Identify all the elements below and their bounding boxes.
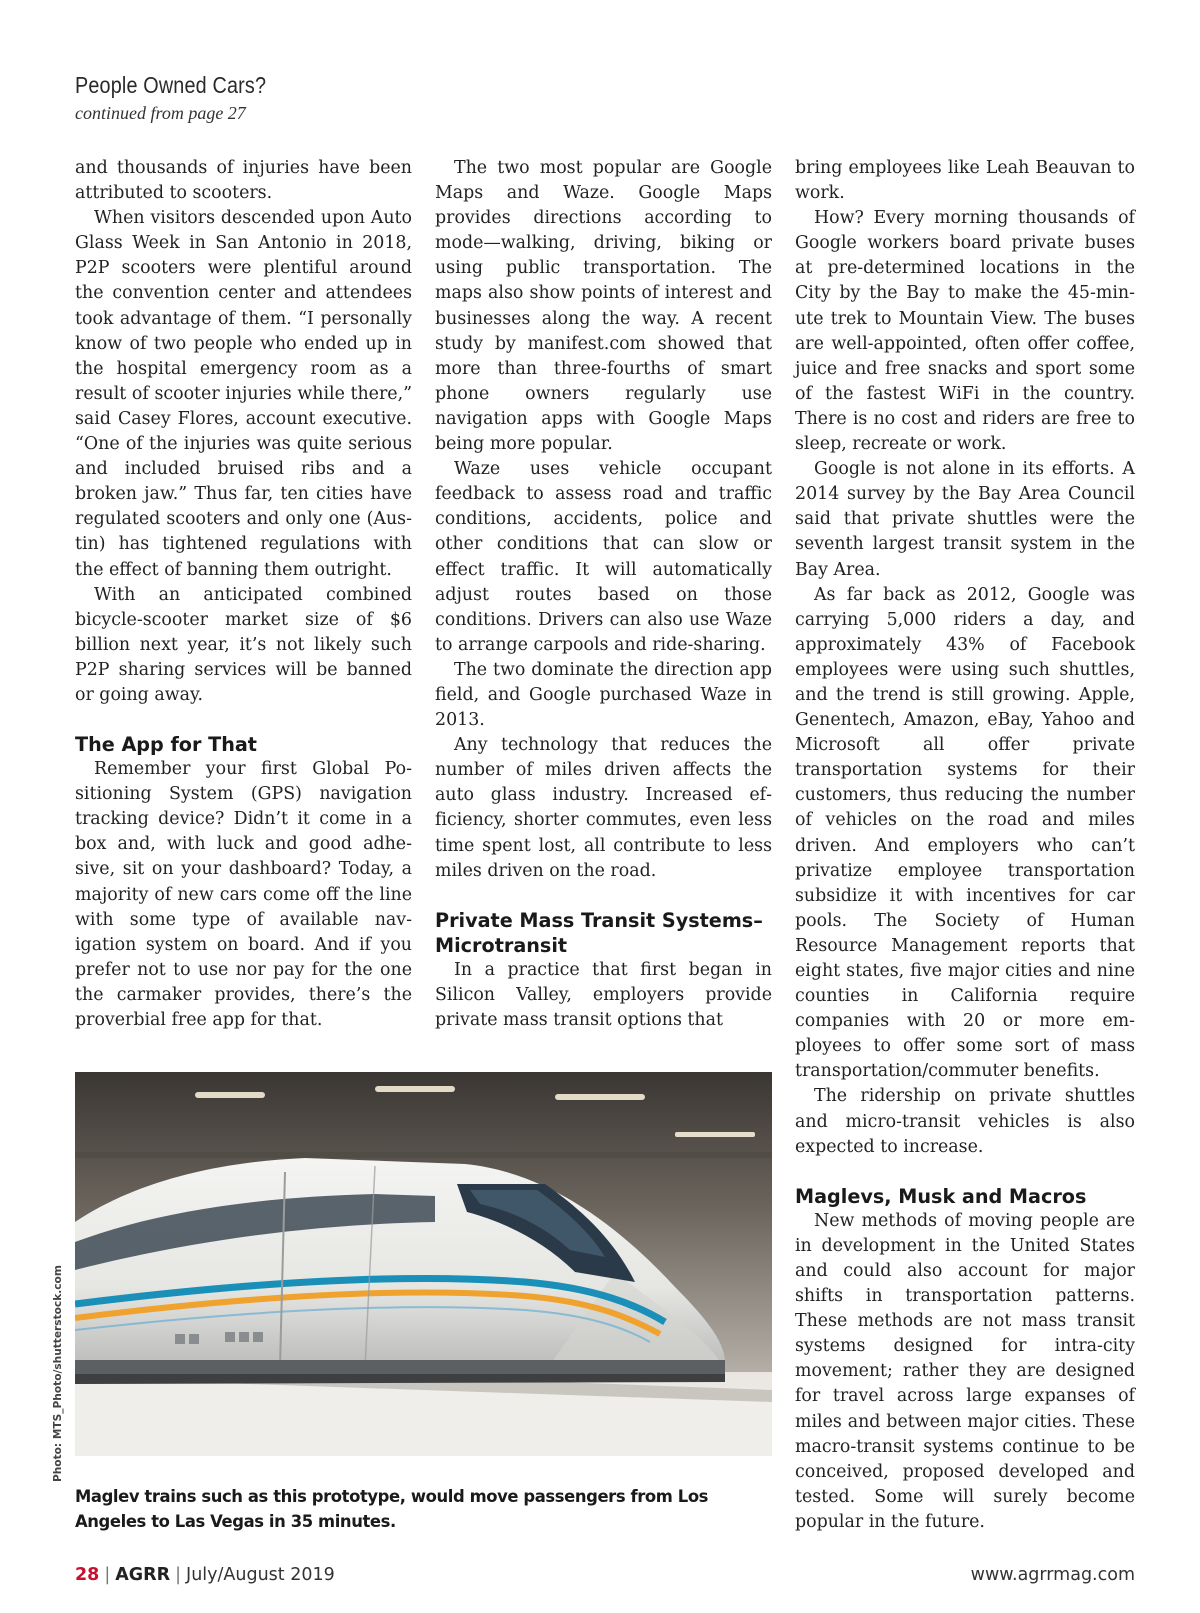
website-url: www.agrrmag.com <box>970 1565 1135 1585</box>
paragraph: When visitors descended upon Auto Glass Week in San Antonio in 2018, P2P scooters were plentiful around the convention center and attendees took advantage of them. “I personally know of two people who ended up in the hospital emergency room as a result of scooter injuries while there,” said Casey Flores, account executive. “One of the injuries was quite serious and included bruised ribs and a broken jaw.” Thus far, ten cities have regulated scooters and only one (Austin) has tightened regulations with the effect of banning them outright. <box>75 208 412 580</box>
issue-date: July/August 2019 <box>186 1565 335 1585</box>
photo-credit: Photo: MTS_Photo/shutterstock.com <box>52 1265 64 1482</box>
paragraph: The two dominate the direction app field, and Google purchased Waze in 2013. <box>435 659 772 731</box>
paragraph: Waze uses vehicle occupant feedback to assess road and traffic conditions, accidents, police and other conditions that can slow or effect traffic. It will automatically adjust routes based on those conditions. Drivers can also use Waze to arrange carpools and ride-sharing. <box>435 459 772 655</box>
article-column-1 <box>75 156 412 1033</box>
magazine-name: AGRR <box>115 1565 171 1585</box>
section-heading-app-for-that: The App for That <box>75 733 257 757</box>
paragraph: and thousands of injuries have been attributed to scooters. <box>75 158 412 204</box>
maglev-train-photo <box>75 1072 772 1456</box>
paragraph: Any technology that reduces the number of miles driven affects the auto glass industry. Increased efficiency, shorter commutes, even less time spent lost, all contribute to less miles driven on the road. <box>435 735 772 881</box>
paragraph: In a practice that first began in Silicon Valley, employers provide private mass transit options that <box>435 959 772 1030</box>
paragraph: How? Every morning thousands of Google workers board private buses at pre-determined locations in the City by the Bay to make the 45-minute trek to Mountain View. The buses are well-appointed, often offer coffee, juice and free snacks and sport some of the fastest WiFi in the country. There is no cost and riders are free to sleep, recreate or work. <box>795 208 1135 455</box>
section-heading-maglevs: Maglevs, Musk and Macros <box>795 1184 1087 1208</box>
running-header <box>75 72 297 124</box>
paragraph: The ridership on private shuttles and micro-transit vehicles is also expected to increase. <box>795 1086 1135 1157</box>
page-footer <box>75 1565 1135 1589</box>
article-column-2 <box>435 156 772 1033</box>
running-head-title: People Owned Cars? <box>75 72 267 98</box>
maglev-train-image <box>75 1072 772 1456</box>
footer-divider: | <box>104 1565 111 1585</box>
paragraph: The two most popular are Google Maps and Waze. Google Maps provides directions according to mode—walking, driving, biking or using public transportation. The maps also show points of interest and businesses along the way. A recent study by manifest.com showed that more than three-fourths of smart phone owners regularly use navigation apps with Google Maps being more popular. <box>435 158 772 455</box>
paragraph: Remember your first Global Positioning System (GPS) navigation tracking device? Didn’t it come in a box and, with luck and good adhesive, sit on your dashboard? Today, a majority of new cars come off the line with some type of available navigation system on board. And if you prefer not to use nor pay for the one the carmaker provides, there’s the proverbial free app for that. <box>75 759 412 1030</box>
page-number: 28 <box>75 1565 100 1585</box>
paragraph: With an anticipated combined bicycle-scooter market size of $6 billion next year, it’s not likely such P2P sharing services will be banned or going away. <box>75 584 412 705</box>
section-heading-microtransit: Private Mass Transit Systems–Microtransit <box>435 908 763 957</box>
paragraph: bring employees like Leah Beauvan to work. <box>795 158 1135 204</box>
paragraph: Google is not alone in its efforts. A 2014 survey by the Bay Area Council said that private shuttles were the seventh largest transit system in the Bay Area. <box>795 459 1135 580</box>
paragraph: As far back as 2012, Google was carrying 5,000 riders a day, and approximately 43% of Facebook employees were using such shuttles, and the trend is still growing. Apple, Genentech, Amazon, eBay, Yahoo and Microsoft all offer private transportation systems for their customers, thus reducing the number of vehicles on the road and miles driven. And employers who can’t privatize employee transportation subsidize it with incentives for car pools. The Society of Human Resource Management reports that eight states, five major cities and nine counties in California require companies with 20 or more employees to offer some sort of mass transportation/commuter benefits. <box>795 584 1135 1082</box>
article-column-3 <box>795 156 1135 1535</box>
continued-from-note: continued from page 27 <box>75 103 246 123</box>
footer-divider: | <box>175 1565 182 1585</box>
photo-caption: Maglev trains such as this prototype, would move passengers from Los Angeles to Las Vegas in 35 minutes. <box>75 1487 709 1531</box>
paragraph: New methods of moving people are in development in the United States and could also account for major shifts in transportation patterns. These methods are not mass transit systems designed for intra-city movement; rather they are designed for travel across large expanses of miles and between major cities. These macro-transit systems continue to be conceived, proposed developed and tested. Some will surely become popular in the future. <box>795 1210 1135 1532</box>
